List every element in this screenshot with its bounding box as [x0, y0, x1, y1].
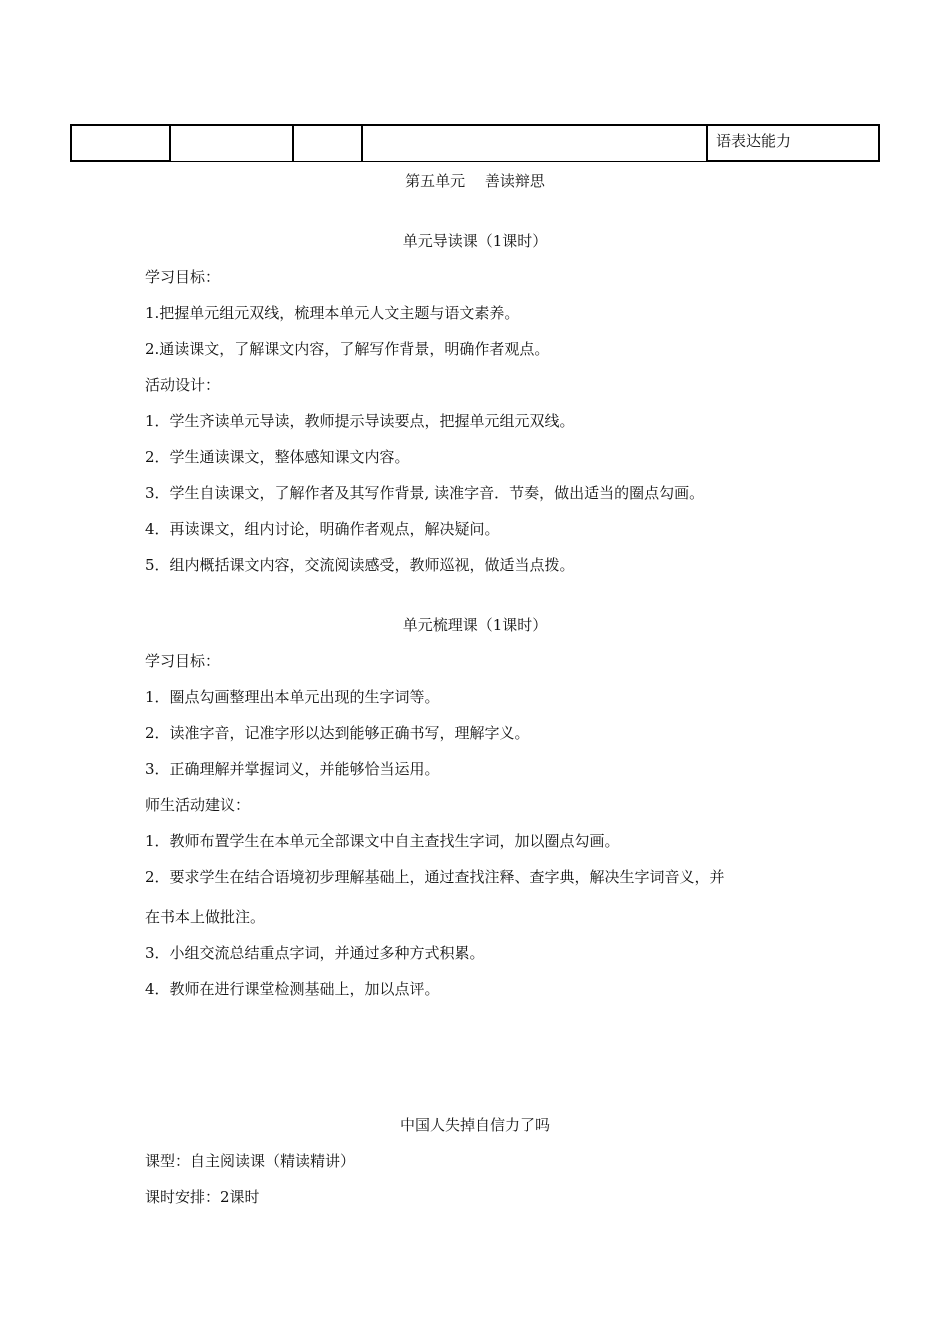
unit-title: 第五单元 善读辩思	[405, 172, 545, 190]
lesson-title: 中国人失掉自信力了吗	[399, 1116, 550, 1134]
activity-item: 3．小组交流总结重点字词，并通过多种方式积累。	[145, 944, 485, 962]
table-cell	[70, 124, 170, 162]
activity-label: 师生活动建议：	[145, 796, 251, 814]
goal-item: 2．读准字音，记准字形以达到能够正确书写，理解字义。	[145, 724, 530, 742]
activity-label: 活动设计：	[145, 376, 221, 394]
table-cell	[707, 124, 880, 162]
activity-item: 在书本上做批注。	[145, 908, 266, 926]
table-cell	[293, 124, 362, 162]
header-table	[70, 124, 880, 164]
goals-label: 学习目标：	[145, 652, 221, 670]
table-cell	[170, 124, 293, 162]
activity-item: 2．学生通读课文，整体感知课文内容。	[145, 448, 410, 466]
activity-item: 4．教师在进行课堂检测基础上，加以点评。	[145, 980, 440, 998]
goal-item: 3．正确理解并掌握词义，并能够恰当运用。	[145, 760, 440, 778]
activity-item: 5．组内概括课文内容，交流阅读感受，教师巡视，做适当点拨。	[145, 556, 575, 574]
table-cell	[362, 124, 707, 162]
activity-item: 3．学生自读课文，了解作者及其写作背景, 读准字音．节奏，做出适当的圈点勾画。	[145, 484, 705, 502]
goal-item: 1.把握单元组元双线，梳理本单元人文主题与语文素养。	[145, 304, 520, 322]
goals-label: 学习目标：	[145, 268, 221, 286]
activity-item: 1．教师布置学生在本单元全部课文中自主查找生字词，加以圈点勾画。	[145, 832, 620, 850]
section-title: 单元梳理课（1课时）	[402, 616, 548, 634]
lesson-type: 课型：自主阅读课（精读精讲）	[145, 1152, 356, 1170]
goal-item: 2.通读课文，了解课文内容，了解写作背景，明确作者观点。	[145, 340, 550, 358]
activity-item: 4．再读课文，组内讨论，明确作者观点，解决疑问。	[145, 520, 500, 538]
table-cell-text: 语表达能力	[716, 132, 792, 150]
lesson-hours: 课时安排：2课时	[145, 1188, 260, 1206]
section-title: 单元导读课（1课时）	[402, 232, 548, 250]
goal-item: 1．圈点勾画整理出本单元出现的生字词等。	[145, 688, 440, 706]
activity-item: 1．学生齐读单元导读，教师提示导读要点，把握单元组元双线。	[145, 412, 575, 430]
activity-item: 2．要求学生在结合语境初步理解基础上，通过查找注释、查字典，解决生字词音义，并	[145, 868, 725, 886]
